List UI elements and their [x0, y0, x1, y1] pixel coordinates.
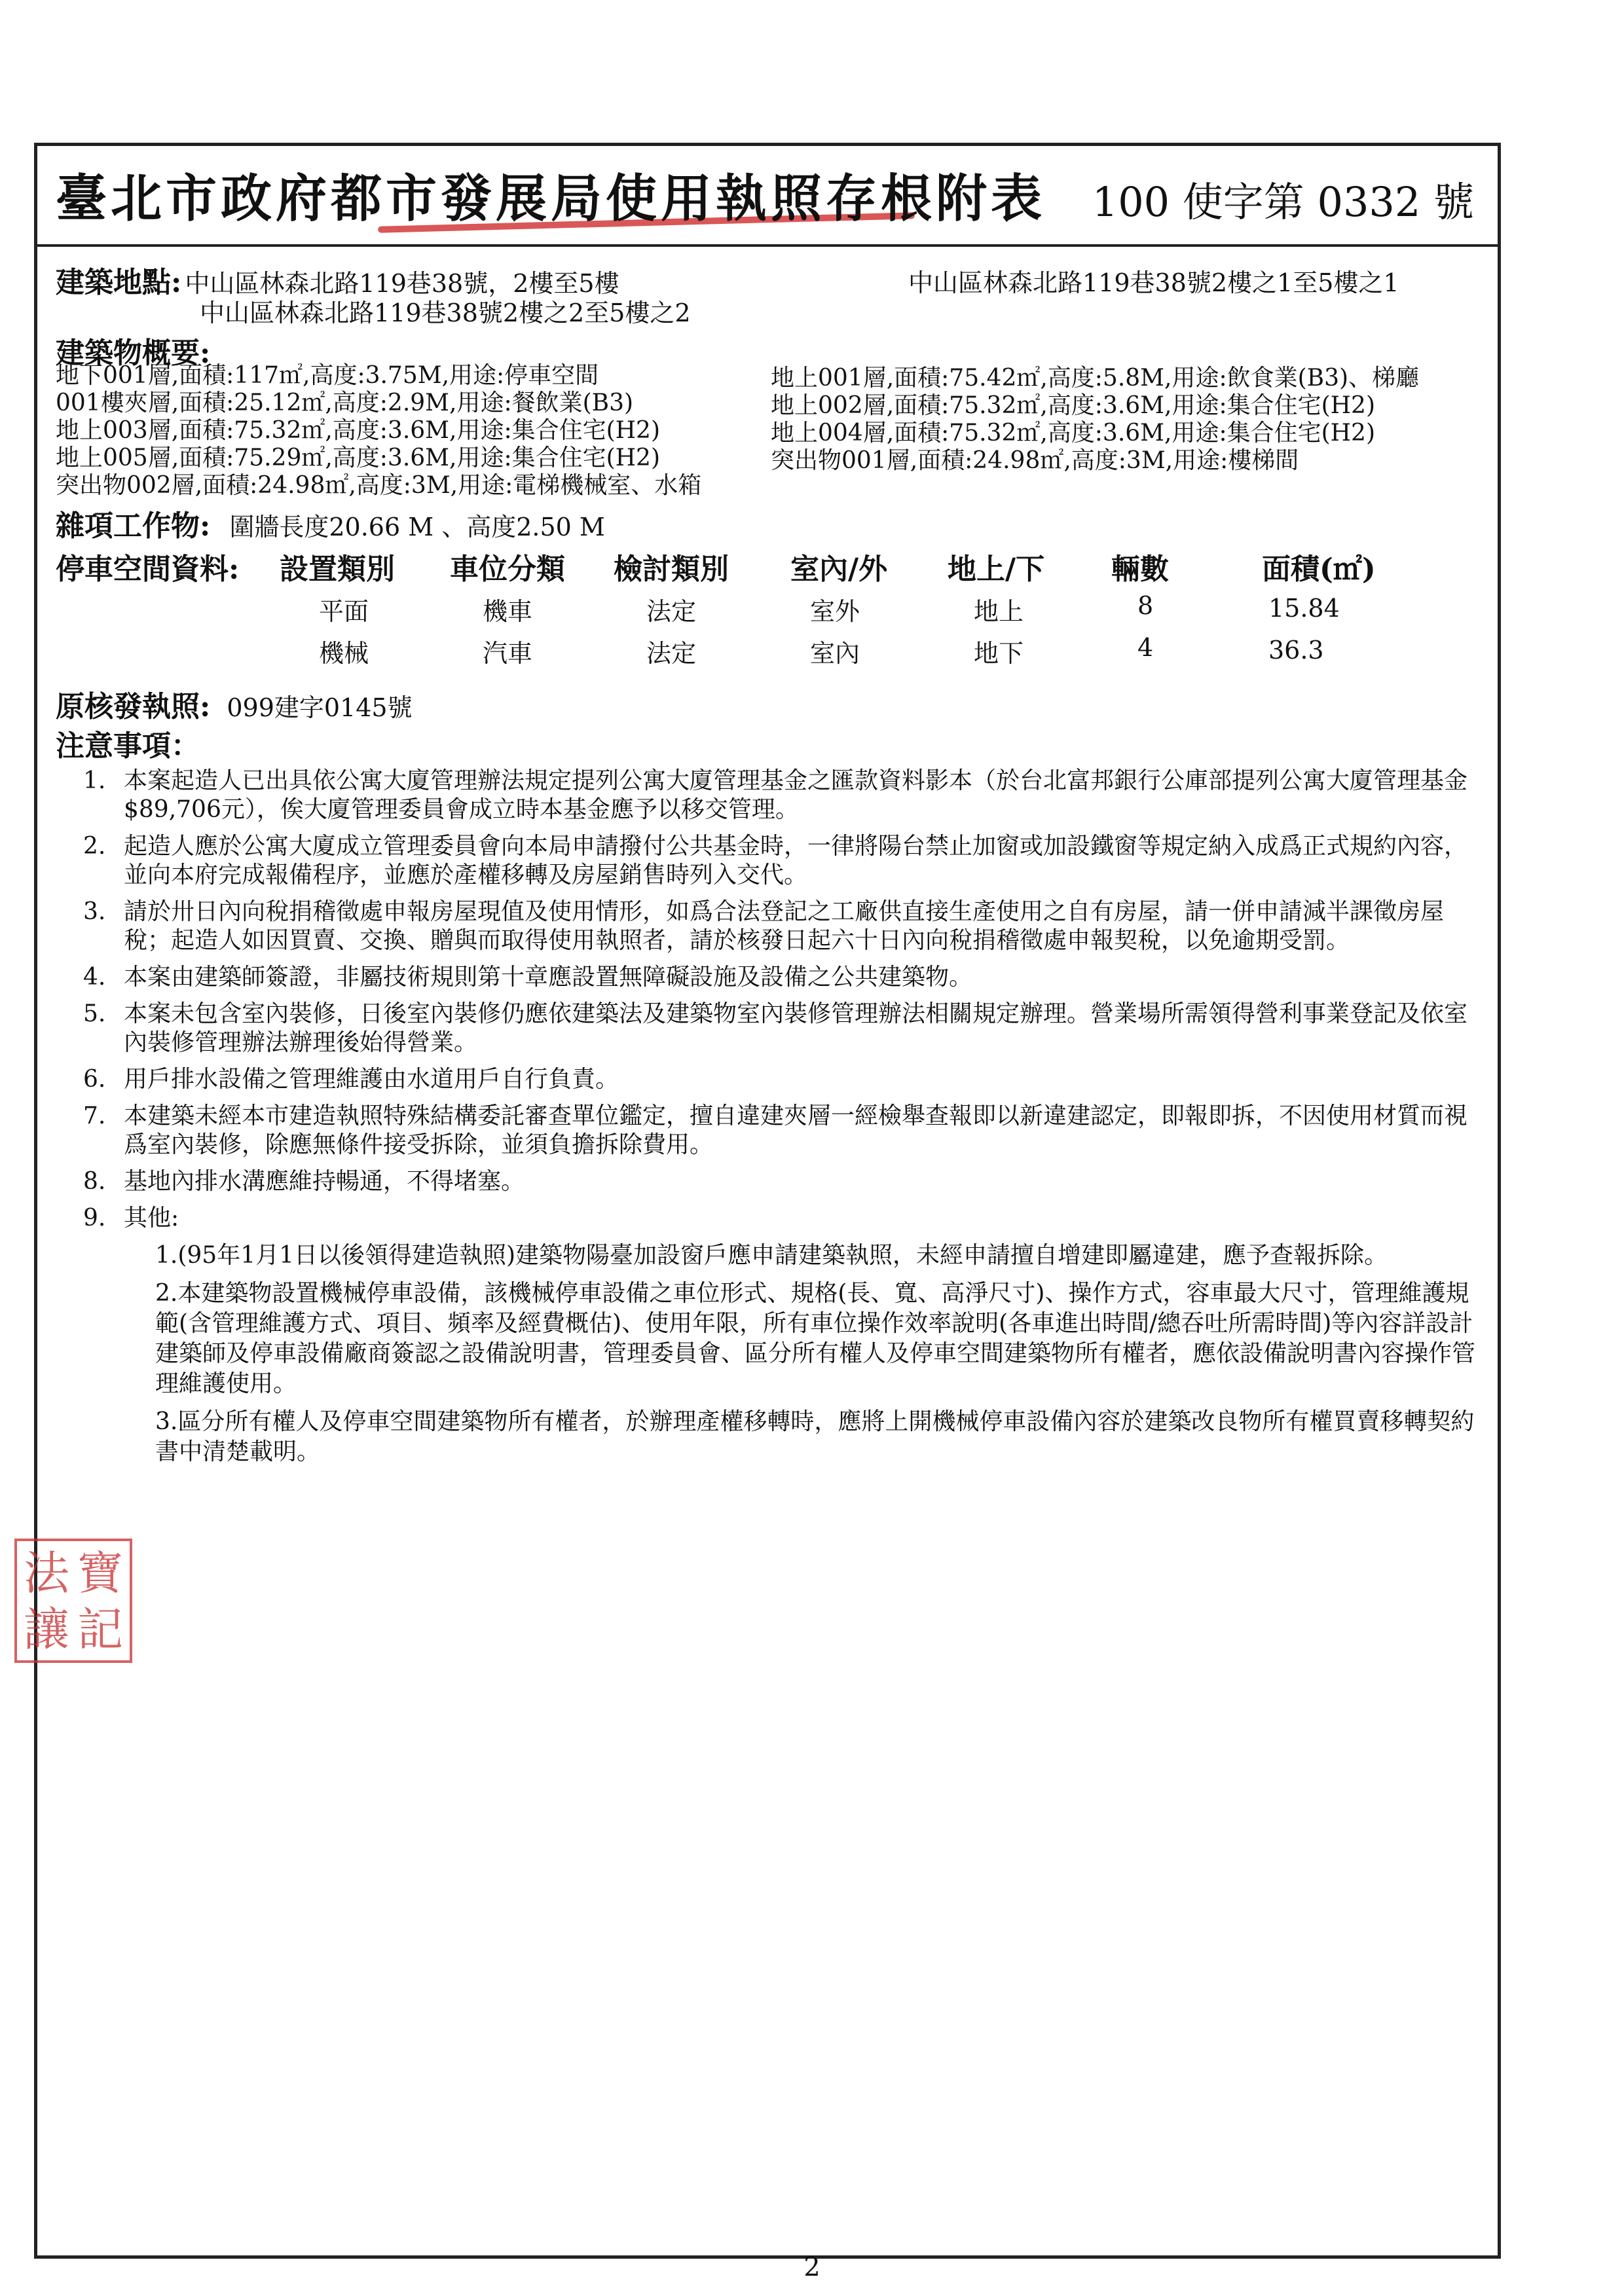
document-frame: [34, 143, 1501, 2259]
note-item: 4. 本案由建築師簽證，非屬技術規則第十章應設置無障礙設施及設備之公共建築物。: [83, 964, 973, 991]
parking-cell: 機械: [319, 639, 369, 668]
parking-cell: 汽車: [483, 639, 533, 668]
note-item: 1. 本案起造人已出具依公寓大廈管理辦法規定提列公寓大廈管理基金之匯款資料影本（於台北富邦銀行公庫部提列公寓大廈管理基金$89,706元），俟大廈管理委員會成立時本基金應予以移交管理。: [83, 767, 1468, 823]
note-item: 3. 請於卅日內向稅捐稽徵處申報房屋現值及使用情形，如爲合法登記之工廠供直接生產使用之自有房屋，請一併申請減半課徵房屋稅；起造人如因買賣、交換、贈與而取得使用執照者，請於核發日起六十日內向稅捐稽徵處申報契稅，以免逾期受罰。: [83, 898, 1445, 954]
page-number: 2: [803, 2252, 821, 2282]
note-item: 8. 基地內排水溝應維持暢通，不得堵塞。: [83, 1168, 525, 1195]
official-seal-stamp: 法 寶 讓 記: [14, 1539, 132, 1663]
parking-header-cell: 地上/下: [948, 553, 1045, 586]
sub-note-item: 3.區分所有權人及停車空間建築物所有權者，於辦理產權移轉時，應將上開機械停車設備內容於建築改良物所有權買賣移轉契約書中清楚載明。: [155, 1408, 1475, 1465]
overview-right-line: 突出物001層,面積:24.98㎡,高度:3M,用途:樓梯間: [771, 447, 1299, 474]
parking-header-cell: 車位分類: [450, 553, 565, 586]
note-item: 2. 起造人應於公寓大廈成立管理委員會向本局申請撥付公共基金時，一律將陽台禁止加窗或加設鐵窗等規定納入成爲正式規約內容，並向本府完成報備程序，並應於產權移轉及房屋銷售時列入交代。: [83, 833, 1468, 888]
parking-label: 停車空間資料:: [56, 553, 240, 586]
misc-label: 雜項工作物:: [56, 509, 211, 543]
overview-right-line: 地上004層,面積:75.32㎡,高度:3.6M,用途:集合住宅(H2): [771, 420, 1375, 446]
parking-header-cell: 輛數: [1111, 553, 1169, 586]
note-item: 7. 本建築未經本市建造執照特殊結構委託審查單位鑑定，擅自違建夾層一經檢舉查報即以新違建認定，即報即拆，不因使用材質而視爲室內裝修，除應無條件接受拆除，並須負擔拆除費用。: [83, 1102, 1468, 1158]
parking-header-cell: 面積(㎡): [1262, 553, 1376, 586]
parking-header-cell: 室內/外: [790, 553, 888, 586]
parking-header-cell: 設置類別: [280, 553, 395, 586]
parking-header-cell: 檢討類別: [614, 553, 729, 586]
sub-note-item: 2.本建築物設置機械停車設備，該機械停車設備之車位形式、規格(長、寬、高淨尺寸)、操作方式，容車最大尺寸，管理維護規範(含管理維護方式、項目、頻率及經費概估)、使用年限，所有車位操作效率說明(各車進出時間/總吞吐所需時間)等內容詳設計建築師及停車設備廠商簽認之設備說明書，管理委員會、區分所有權人及停車空間建築物所有權者，應依設備說明書內容操作管理維護使用。: [155, 1280, 1476, 1397]
overview-right-line: 地上002層,面積:75.32㎡,高度:3.6M,用途:集合住宅(H2): [771, 392, 1375, 419]
misc-section: [56, 502, 605, 544]
note-item: 5. 本案未包含室內裝修，日後室內裝修仍應依建築法及建築物室內裝修管理辦法相關規定辦理。營業場所需領得營利事業登記及依室內裝修管理辦法辦理後始得營業。: [83, 1000, 1468, 1056]
original-permit-section: [56, 683, 413, 725]
overview-left-line: 突出物002層,面積:24.98㎡,高度:3M,用途:電梯機械室、水箱: [56, 472, 702, 499]
parking-cell: 法定: [646, 597, 697, 626]
overview-left-line: 地下001層,面積:117㎡,高度:3.75M,用途:停車空間: [56, 362, 599, 389]
misc-value: 圍牆長度20.66 M 、高度2.50 M: [229, 513, 605, 541]
overview-left-line: 地上003層,面積:75.32㎡,高度:3.6M,用途:集合住宅(H2): [56, 417, 660, 444]
parking-cell: 室內: [810, 639, 860, 668]
overview-left-line: 001樓夾層,面積:25.12㎡,高度:2.9M,用途:餐飲業(B3): [56, 390, 634, 416]
overview-label: 建築物概要:: [56, 337, 211, 370]
original-permit-label: 原核發執照:: [56, 690, 211, 723]
location-line-2: 中山區林森北路119巷38號2樓之2至5樓之2: [200, 299, 691, 327]
overview-right-line: 地上001層,面積:75.42㎡,高度:5.8M,用途:飲食業(B3)、梯廳: [771, 365, 1420, 392]
parking-cell: 室外: [810, 597, 860, 626]
notes-list: [83, 767, 1485, 1475]
parking-cell: 15.84: [1268, 594, 1340, 623]
parking-cell: 36.3: [1268, 636, 1324, 665]
parking-cell: 機車: [483, 597, 533, 626]
location-line-3: 中山區林森北路119巷38號2樓之1至5樓之1: [908, 268, 1399, 297]
location-line-1: 中山區林森北路119巷38號，2樓至5樓: [185, 269, 619, 298]
parking-cell: 法定: [646, 639, 697, 668]
parking-cell: 4: [1137, 633, 1154, 662]
parking-cell: 地上: [974, 597, 1024, 626]
sub-note-item: 1.(95年1月1日以後領得建造執照)建築物陽臺加設窗戶應申請建築執照，未經申請擅自增建即屬違建，應予查報拆除。: [155, 1242, 1388, 1269]
original-permit-value: 099建字0145號: [227, 693, 413, 722]
parking-cell: 地下: [974, 639, 1024, 668]
permit-number: 100 使字第 0332 號: [1092, 178, 1474, 226]
parking-cell: 8: [1137, 591, 1154, 620]
location-label: 建築地點:: [56, 266, 182, 299]
document-header: [37, 146, 1498, 247]
notes-label: 注意事項：: [56, 729, 200, 763]
overview-left-line: 地上005層,面積:75.29㎡,高度:3.6M,用途:集合住宅(H2): [56, 445, 660, 471]
parking-cell: 平面: [319, 597, 369, 626]
document-title: 臺北市政府都市發展局使用執照存根附表: [56, 169, 1046, 228]
note-item: 9. 其他:: [83, 1205, 179, 1231]
note-item: 6. 用戶排水設備之管理維護由水道用戶自行負責。: [83, 1066, 619, 1093]
